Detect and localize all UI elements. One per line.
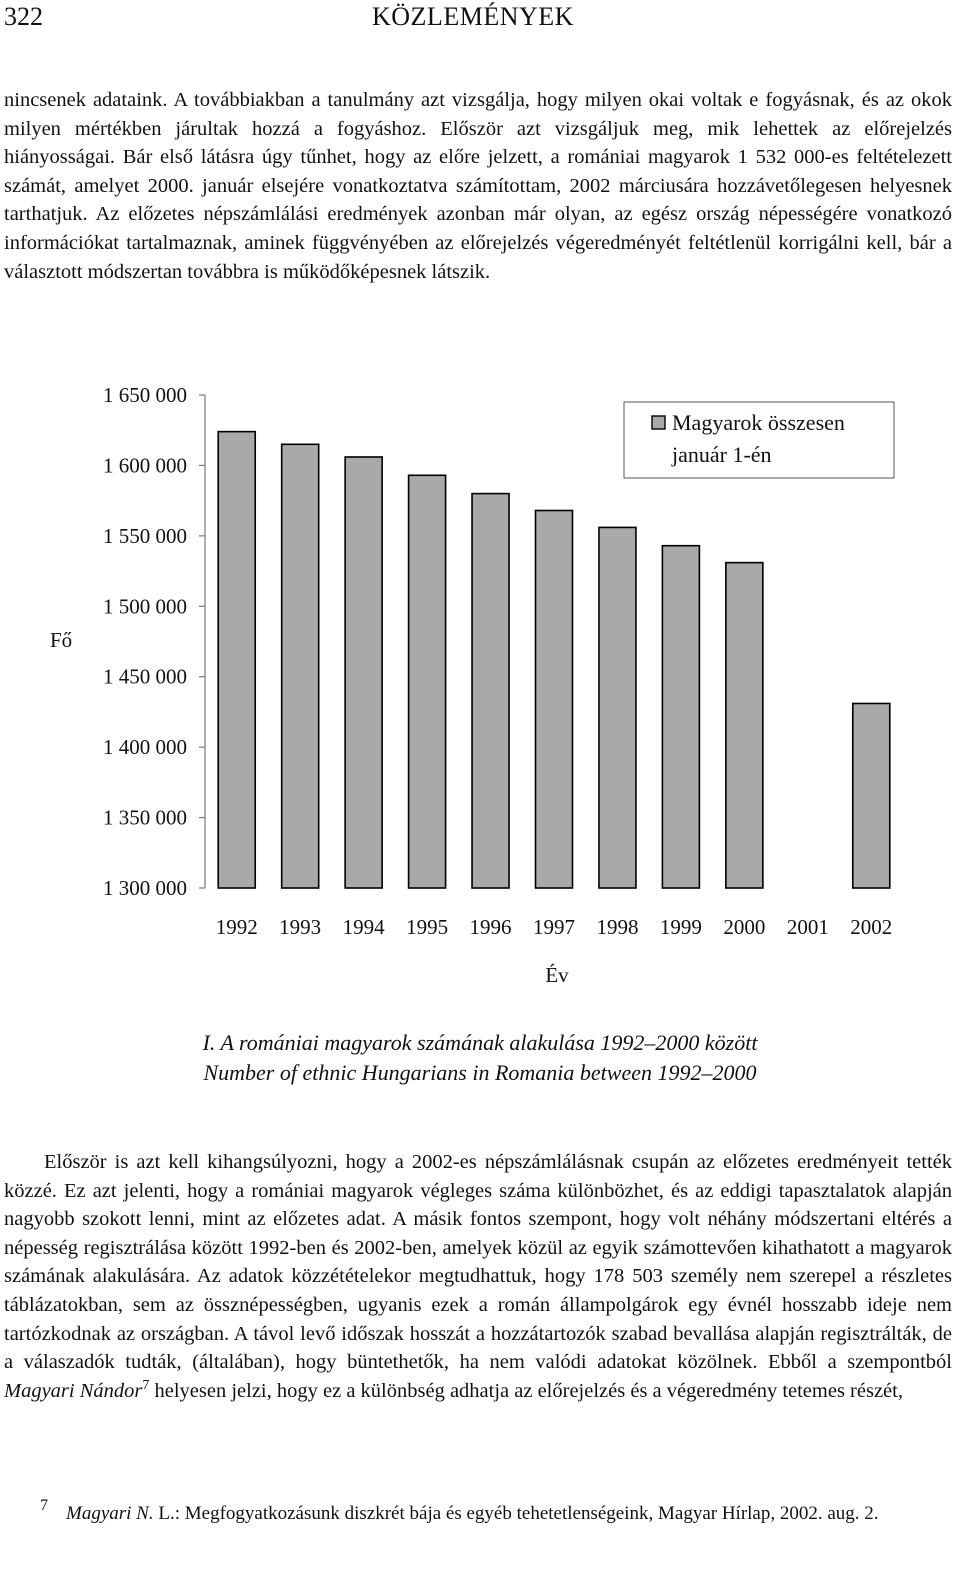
- footnote-text: L.: Megfogyatkozásunk diszkrét bája és egyéb tehetetlenségeink, Magyar Hírlap, 2002. aug. 2.: [153, 1503, 879, 1524]
- y-tick-label: 1 600 000: [103, 453, 187, 478]
- x-tick-label: 1998: [596, 915, 639, 939]
- bar: [853, 703, 890, 888]
- page-number: 322: [4, 2, 43, 31]
- footnote: [4, 1497, 952, 1528]
- page-header: [0, 0, 960, 40]
- x-tick-label: 1992: [215, 915, 258, 939]
- x-tick-label: 1999: [659, 915, 702, 939]
- paragraph-text-after: helyesen jelzi, hogy ez a különbség adhatja az előrejelzés és a végeredmény tetemes részét,: [149, 1379, 903, 1402]
- bar: [536, 511, 573, 888]
- paragraph-discussion: [4, 1148, 952, 1405]
- x-tick-label: 1997: [533, 915, 575, 939]
- y-tick-label: 1 300 000: [103, 876, 187, 900]
- x-tick-label: 1995: [406, 915, 449, 939]
- bar-chart: [0, 370, 960, 1010]
- running-title: KÖZLEMÉNYEK: [372, 2, 574, 31]
- x-tick-label: 1994: [342, 915, 385, 939]
- footnote-reference: 7: [142, 1377, 150, 1393]
- bar: [599, 527, 636, 888]
- paragraph-intro: nincsenek adataink. A továbbiakban a tanulmány azt vizsgálja, hogy milyen okai voltak e fogyásnak, és az okok milyen mértékben járultak hozzá a fogyáshoz. Először azt vizsgáljuk meg, mik lehettek az előrejelzés hiányosságai. Bár első látásra úgy tűnhet, hogy az előre jelzett, a romániai magyarok 1 532 000-es feltételezett számát, amelyet 2000. január elsejére vonatkoztatva számítottam, 2002 márciusára hozzávetőlegesen helyesnek tarthatjuk. Az előzetes népszámlálási eredmények azonban már olyan, az egész ország népességére vonatkozó információkat tartalmaznak, aminek függvényében az előrejelzés végeredményét feltétlenül korrigálni kell, bár a választott módszertan továbbra is működőképesnek látszik.: [4, 89, 952, 283]
- x-tick-label: 1993: [279, 915, 322, 939]
- x-tick-label: 2000: [723, 915, 766, 939]
- figure-caption-english: Number of ethnic Hungarians in Romania between 1992–2000: [203, 1060, 757, 1085]
- paragraph-text-before: Először is azt kell kihangsúlyozni, hogy a 2002-es népszámlálásnak csupán az előzetes eredményeit tették közzé. Ez azt jelenti, hogy a romániai magyarok végleges száma különbözhet, és az eddigi tapasztalatok alapján nagyobb szokott lenni, mint az előzetes adat. A másik fontos szempont, hogy volt néhány módszertani eltérés a népesség regisztrálása között 1992-ben és 2002-ben, amelyek közül az egyik számottevően kihathatott a magyarok számának alakulására. Az adatok közzétételekor megtudhattuk, hogy 178 503 személy nem szerepel a részletes táblázatokban, sem az össznépességben, ugyanis ezek a román állampolgárok egy évnél hosszabb ideje nem tartózkodnak az országban. A távol levő időszak hosszát a hozzátartozók szabad bevallása alapján regisztrálták, de a válaszadók tudták, (általában), hogy büntethetők, ha nem valódi adatokat közölnek. Ebből a szempontból: [4, 1151, 952, 1374]
- x-axis-label: Év: [545, 963, 569, 987]
- x-tick-label: 2001: [786, 915, 829, 939]
- bar: [472, 494, 509, 888]
- chart-figure: [0, 370, 960, 1010]
- legend-swatch: [652, 416, 665, 429]
- bar: [726, 563, 763, 888]
- bar: [282, 444, 319, 888]
- x-tick-label: 2002: [850, 915, 893, 939]
- y-tick-label: 1 550 000: [103, 523, 187, 548]
- bar: [345, 457, 382, 888]
- cited-author: Magyari Nándor: [4, 1379, 143, 1402]
- y-tick-label: 1 650 000: [103, 383, 187, 407]
- footnote-author: Magyari N.: [66, 1503, 154, 1524]
- footnote-mark: 7: [40, 1497, 48, 1514]
- legend-label-line1: Magyarok összesen: [672, 410, 845, 435]
- bar: [409, 475, 446, 888]
- y-tick-label: 1 400 000: [103, 735, 187, 760]
- y-tick-label: 1 500 000: [103, 594, 187, 619]
- x-tick-label: 1996: [469, 915, 512, 939]
- legend-label-line2: január 1-én: [672, 442, 772, 467]
- bar: [662, 546, 699, 888]
- y-tick-label: 1 350 000: [103, 805, 187, 830]
- figure-caption-hungarian: I. A romániai magyarok számának alakulása 1992–2000 között: [202, 1030, 758, 1055]
- bar: [218, 432, 255, 888]
- y-tick-label: 1 450 000: [103, 664, 187, 689]
- y-axis-label: Fő: [50, 628, 73, 652]
